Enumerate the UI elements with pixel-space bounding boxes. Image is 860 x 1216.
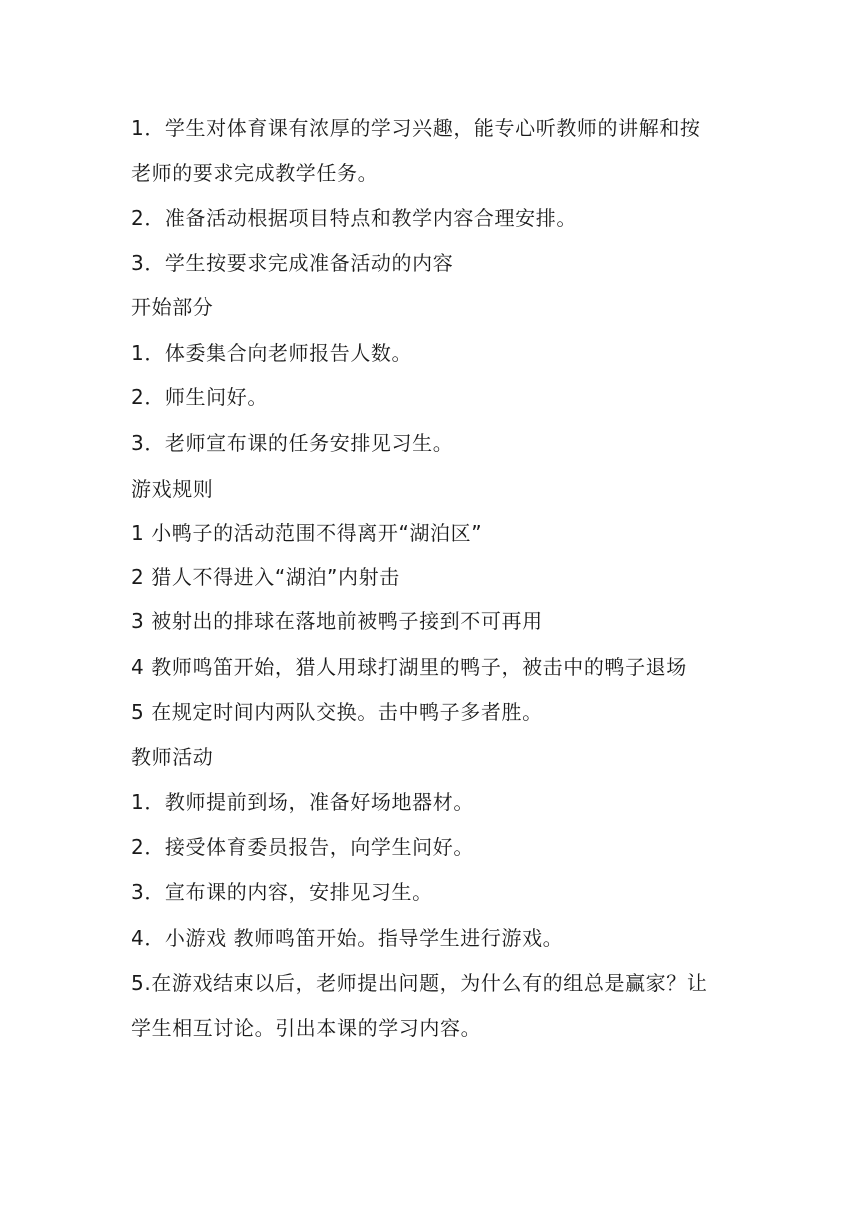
opening-item-3: 3．老师宣布课的任务安排见习生。	[131, 431, 454, 455]
rule-item-5: 5 在规定时间内两队交换。击中鸭子多者胜。	[131, 700, 543, 724]
section-heading-game-rules: 游戏规则	[131, 477, 214, 501]
objective-line-3: 3．学生按要求完成准备活动的内容	[131, 251, 454, 275]
objective-line-1-continued: 老师的要求完成教学任务。	[131, 161, 379, 185]
teacher-item-1: 1．教师提前到场，准备好场地器材。	[131, 790, 474, 814]
teacher-item-3: 3．宣布课的内容，安排见习生。	[131, 880, 433, 904]
opening-item-1: 1．体委集合向老师报告人数。	[131, 341, 413, 365]
rule-item-3: 3 被射出的排球在落地前被鸭子接到不可再用	[131, 609, 543, 633]
rule-item-1: 1 小鸭子的活动范围不得离开“湖泊区”	[131, 521, 483, 545]
teacher-item-2: 2．接受体育委员报告，向学生问好。	[131, 835, 474, 859]
teacher-item-4: 4．小游戏 教师鸣笛开始。指导学生进行游戏。	[131, 926, 564, 950]
section-heading-opening: 开始部分	[131, 295, 214, 319]
rule-item-4: 4 教师鸣笛开始，猎人用球打湖里的鸭子，被击中的鸭子退场	[131, 655, 687, 679]
opening-item-2: 2．师生问好。	[131, 385, 268, 409]
teacher-item-5-continued: 学生相互讨论。引出本课的学习内容。	[131, 1016, 482, 1040]
objective-line-2: 2．准备活动根据项目特点和教学内容合理安排。	[131, 206, 577, 230]
teacher-item-5: 5.在游戏结束以后，老师提出问题，为什么有的组总是赢家？让	[131, 971, 708, 995]
section-heading-teacher-activity: 教师活动	[131, 745, 214, 769]
objective-line-1: 1．学生对体育课有浓厚的学习兴趣，能专心听教师的讲解和按	[131, 116, 701, 140]
rule-item-2: 2 猎人不得进入“湖泊”内射击	[131, 565, 400, 589]
